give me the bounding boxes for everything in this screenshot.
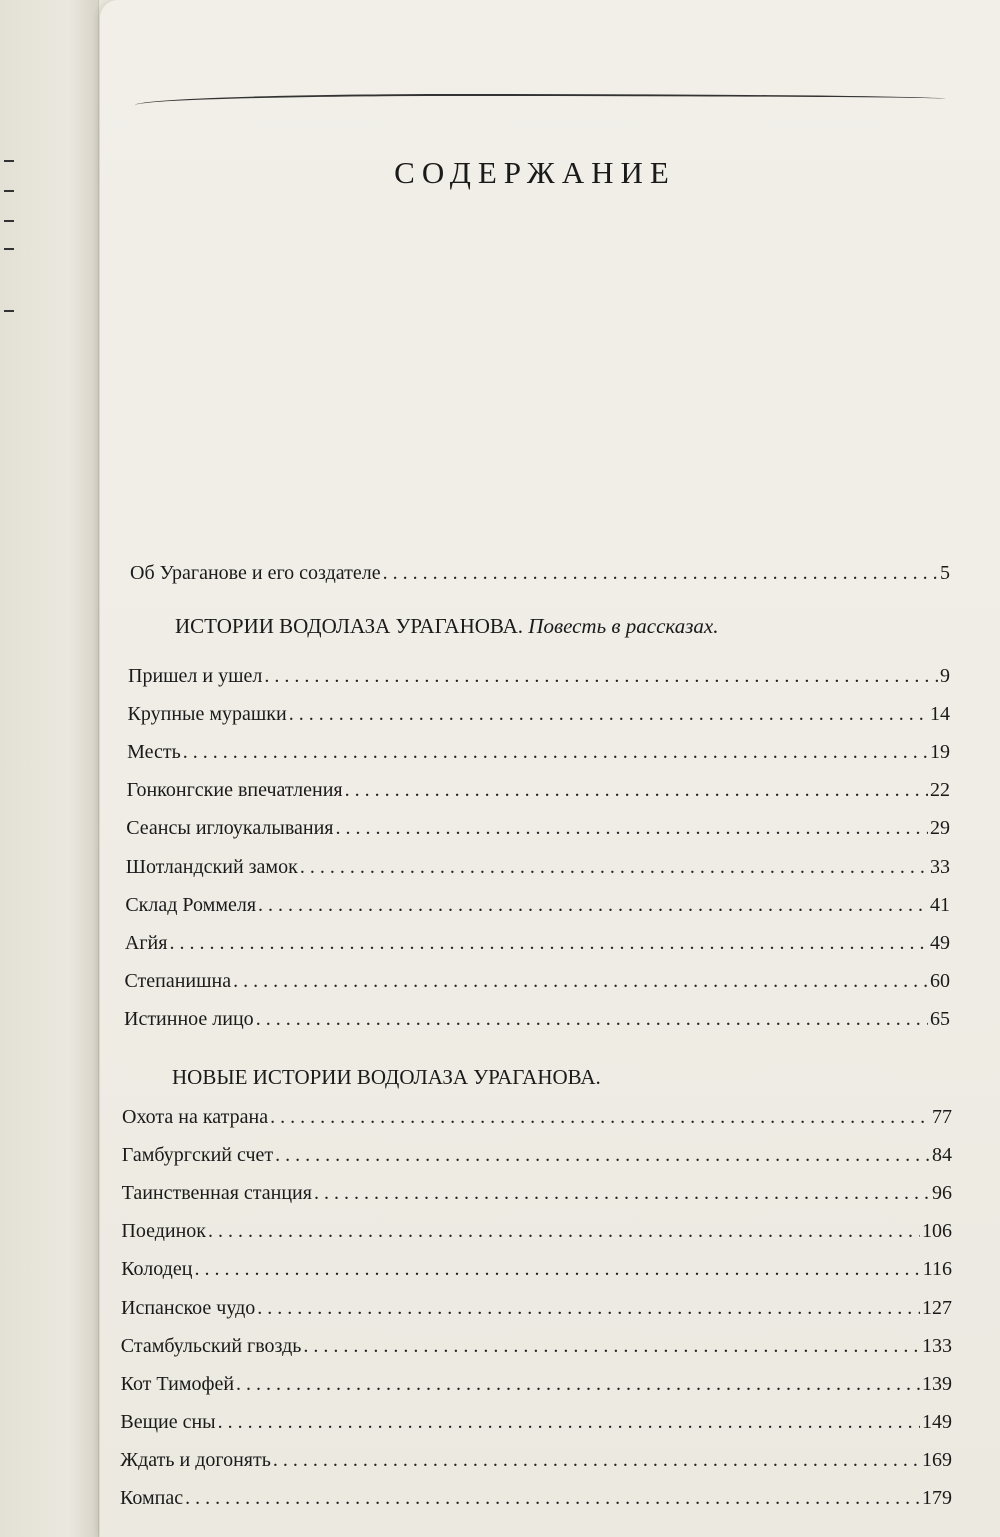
toc-entry [124,968,950,994]
book-page [100,0,1000,1537]
toc-entry-page: 41 [929,893,950,916]
toc-entry [120,1485,952,1511]
dot-leader [345,777,928,803]
toc-entry-page: 9 [940,665,950,687]
toc-entry [120,1409,952,1435]
section-title: ИСТОРИИ ВОДОЛАЗА УРАГАНОВА. [175,614,524,638]
toc-entry-title: Ждать и догонять [120,1448,271,1471]
facing-page-edge [0,0,99,1537]
toc-entry-page: 65 [930,1007,950,1030]
dot-leader [236,1371,920,1397]
toc-entry-intro [130,560,950,586]
toc-entry-title: Об Ураганове и его создателе [130,562,381,584]
toc-entry-page: 19 [929,741,950,764]
section-heading-1 [175,612,718,640]
toc-entry-title: Крупные мурашки [127,703,287,726]
toc-entry-page: 179 [922,1487,952,1509]
toc-entry-page: 49 [929,931,950,954]
toc-entry-title: Кот Тимофей [120,1372,235,1395]
toc-entry [121,1256,952,1282]
dot-leader [183,739,928,765]
page-title: СОДЕРЖАНИЕ [394,155,676,190]
toc-entry-title: Компас [120,1487,184,1509]
dot-leader [185,1485,920,1511]
header-rule [135,94,945,110]
toc-entry-title: Пришел и ушел [128,665,263,687]
dot-leader [208,1218,920,1244]
facing-page-text-fragment [4,310,14,312]
toc-entry-title: Колодец [121,1258,193,1281]
toc-entry [122,1104,952,1130]
toc-entry [124,1006,950,1032]
toc-entry-title: Поединок [121,1220,206,1243]
toc-entry [121,1371,952,1397]
toc-entry [121,1295,952,1321]
toc-entry-page: 133 [921,1334,952,1357]
toc-entry-title: Гамбургский счет [121,1144,274,1167]
toc-entry [127,739,950,765]
toc-entry-page: 127 [922,1296,952,1319]
toc-entry [128,701,950,727]
toc-entry-title: Вещие сны [120,1410,216,1433]
toc-entry-title: Степанишна [124,969,232,992]
toc-entry [122,1142,952,1168]
dot-leader [314,1180,930,1206]
dot-leader [257,1295,920,1321]
toc-entry-page: 5 [940,562,950,584]
toc-entry-title: Истинное лицо [124,1007,254,1030]
toc-entry-page: 84 [931,1144,952,1167]
dot-leader [264,663,938,689]
toc-entry-page: 139 [921,1372,952,1395]
toc-entry [121,1333,952,1359]
toc-entry [128,663,950,689]
toc-entry-title: Шотландский замок [125,855,298,878]
dot-leader [256,1006,928,1032]
toc-entry [121,1218,952,1244]
dot-leader [194,1256,920,1282]
dot-leader [289,701,928,727]
facing-page-text-fragment [4,220,14,222]
toc-entry-page: 149 [921,1410,952,1433]
toc-entry-title: Сеансы иглоукалывания [126,817,334,840]
toc-entry [125,930,950,956]
toc-entry-page: 14 [929,703,950,726]
toc-entry-page: 96 [931,1182,952,1205]
toc-entry-title: Склад Роммеля [125,893,257,916]
toc-entry-title: Стамбульский гвоздь [120,1334,302,1357]
dot-leader [218,1409,920,1435]
toc-entry [120,1447,952,1473]
dot-leader [169,930,928,956]
toc-entry-page: 116 [922,1258,952,1281]
toc-entry-page: 77 [932,1106,952,1128]
toc-entry-title: Охота на катрана [122,1106,269,1128]
toc-entry [126,815,950,841]
section-heading-2 [172,1063,601,1091]
toc-entry [122,1180,952,1206]
toc-entry-title: Месть [127,741,181,764]
dot-leader [383,560,938,586]
section-title: НОВЫЕ ИСТОРИИ ВОДОЛАЗА УРАГАНОВА. [172,1065,601,1089]
toc-entry-title: Испанское чудо [121,1296,256,1319]
toc-entry-page: 60 [929,969,950,992]
dot-leader [273,1447,920,1473]
facing-page-text-fragment [4,190,14,192]
toc-entry-title: Таинственная станция [121,1182,312,1205]
toc-entry [127,777,950,803]
toc-entry-page: 106 [921,1220,952,1243]
dot-leader [300,854,928,880]
toc-entry [126,854,950,880]
facing-page-text-fragment [4,160,14,162]
toc-entry-title: Гонконгские впечатления [126,779,343,802]
dot-leader [335,815,928,841]
dot-leader [258,892,928,918]
toc-entry-page: 29 [929,817,950,840]
toc-entry-page: 169 [921,1448,952,1471]
facing-page-text-fragment [4,248,14,250]
toc-entry-page: 33 [929,855,950,878]
dot-leader [275,1142,930,1168]
toc-entry [125,892,950,918]
dot-leader [270,1104,930,1130]
dot-leader [303,1333,920,1359]
section-subtitle: Повесть в рассказах. [528,614,719,638]
toc-entry-page: 22 [929,779,950,802]
dot-leader [233,968,928,994]
toc-entry-title: Агйя [124,931,168,954]
